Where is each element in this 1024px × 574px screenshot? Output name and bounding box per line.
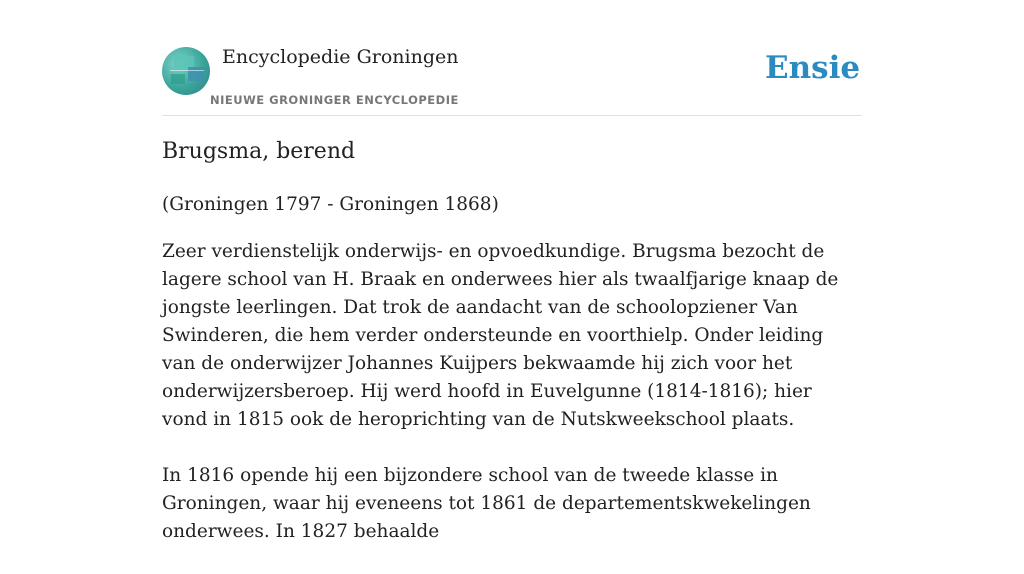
article-lifespan: (Groningen 1797 - Groningen 1868) xyxy=(162,194,499,215)
article-title: Brugsma, berend xyxy=(162,139,356,164)
logo-line xyxy=(170,70,204,71)
site-name-link[interactable]: Encyclopedie Groningen xyxy=(222,46,459,68)
article-paragraph: In 1816 opende hij een bijzondere school van de tweede klasse in Groningen, waar hij eveneens tot 1861 de departementskwekelingen onderwees. In 1827 behaalde xyxy=(162,465,811,542)
article-paragraph: Zeer verdienstelijk onderwijs- en opvoedkundige. Brugsma bezocht de lagere school van H. Braak en onderwees hier als twaalfjarige knaap de jongste leerlingen. Dat trok de aandacht van de schoolopziener Van Swinderen, die hem verder ondersteunde en voorthielp. Onder leiding van de onderwijzer Johannes Kuijpers bekwaamde hij zich voor het onderwijzersberoep. Hij werd hoofd in Euvelgunne (1814-1816); hier vond in 1815 ook de heroprichting van de Nutskweekschool plaats. xyxy=(162,241,839,430)
site-subtitle: NIEUWE GRONINGER ENCYCLOPEDIE xyxy=(210,93,459,107)
ensie-brand-link[interactable]: Ensie xyxy=(765,50,861,86)
logo-shape xyxy=(171,74,185,84)
header-divider xyxy=(162,115,862,116)
encyclopedie-groningen-logo-icon[interactable] xyxy=(162,47,210,95)
article-body xyxy=(162,238,862,574)
